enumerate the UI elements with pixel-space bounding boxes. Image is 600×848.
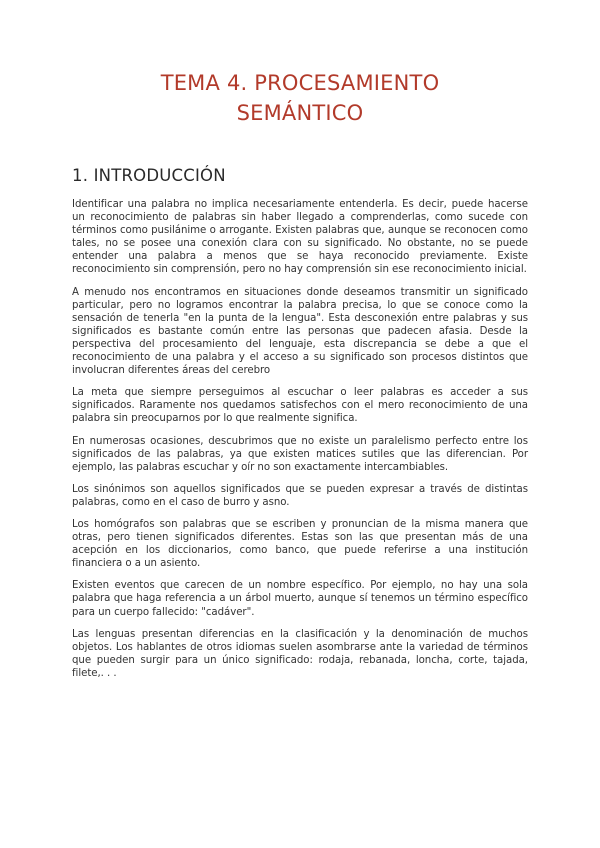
paragraph-8: Las lenguas presentan diferencias en la clasificación y la denominación de muchos objetos. Los hablantes de otros idiomas suelen asombrarse ante la variedad de términos que pueden surgir para un único significado: rodaja, rebanada, loncha, corte, tajada, filete,. . . <box>72 628 528 679</box>
title-line-2: SEMÁNTICO <box>236 101 364 125</box>
page-title <box>60 68 540 128</box>
paragraph-2: A menudo nos encontramos en situaciones donde deseamos transmitir un significado particular, pero no logramos encontrar la palabra precisa, lo que se conoce como la sensación de tenerla "en la punta de la lengua". Esta desconexión entre palabras y sus significados es bastante común entre las personas que padecen afasia. Desde la perspectiva del procesamiento del lenguaje, esta discrepancia se debe a que el reconocimiento de una palabra y el acceso a su significado son procesos distintos que involucran diferentes áreas del cerebro <box>72 286 528 377</box>
paragraph-7: Existen eventos que carecen de un nombre específico. Por ejemplo, no hay una sola palabra que haga referencia a un árbol muerto, aunque sí tenemos un término específico para un cuerpo fallecido: "cadáver". <box>72 580 528 618</box>
paragraph-4: En numerosas ocasiones, descubrimos que no existe un paralelismo perfecto entre los significados de las palabras, ya que existen matices sutiles que las diferencian. Por ejemplo, las palabras escuchar y oír no son exactamente intercambiables. <box>72 435 528 473</box>
paragraph-1: Identificar una palabra no implica necesariamente entenderla. Es decir, puede hacerse un reconocimiento de palabras sin haber llegado a comprenderlas, como sucede con términos como pusilánime o arrogante. Existen palabras que, aunque se reconocen como tales, no se posee una conexión clara con su significado. No obstante, no se puede entender una palabra a menos que se haya reconocido previamente. Existe reconocimiento sin comprensión, pero no hay comprensión sin ese reconocimiento inicial. <box>72 199 528 276</box>
paragraph-6: Los homógrafos son palabras que se escriben y pronuncian de la misma manera que otras, pero tienen significados diferentes. Estas son las que presentan más de una acepción en los diccionarios, como banco, que puede referirse a una institución financiera o a un asiento. <box>72 518 528 570</box>
section-heading: 1. INTRODUCCIÓN <box>72 166 226 185</box>
paragraph-3: La meta que siempre perseguimos al escuchar o leer palabras es acceder a sus significados. Raramente nos quedamos satisfechos con el mero reconocimiento de una palabra sin preocuparnos por lo que realmente significa. <box>72 387 528 425</box>
document-body <box>72 198 528 689</box>
paragraph-5: Los sinónimos son aquellos significados que se pueden expresar a través de distintas palabras, como en el caso de burro y asno. <box>72 483 528 508</box>
title-line-1: TEMA 4. PROCESAMIENTO <box>160 71 440 95</box>
